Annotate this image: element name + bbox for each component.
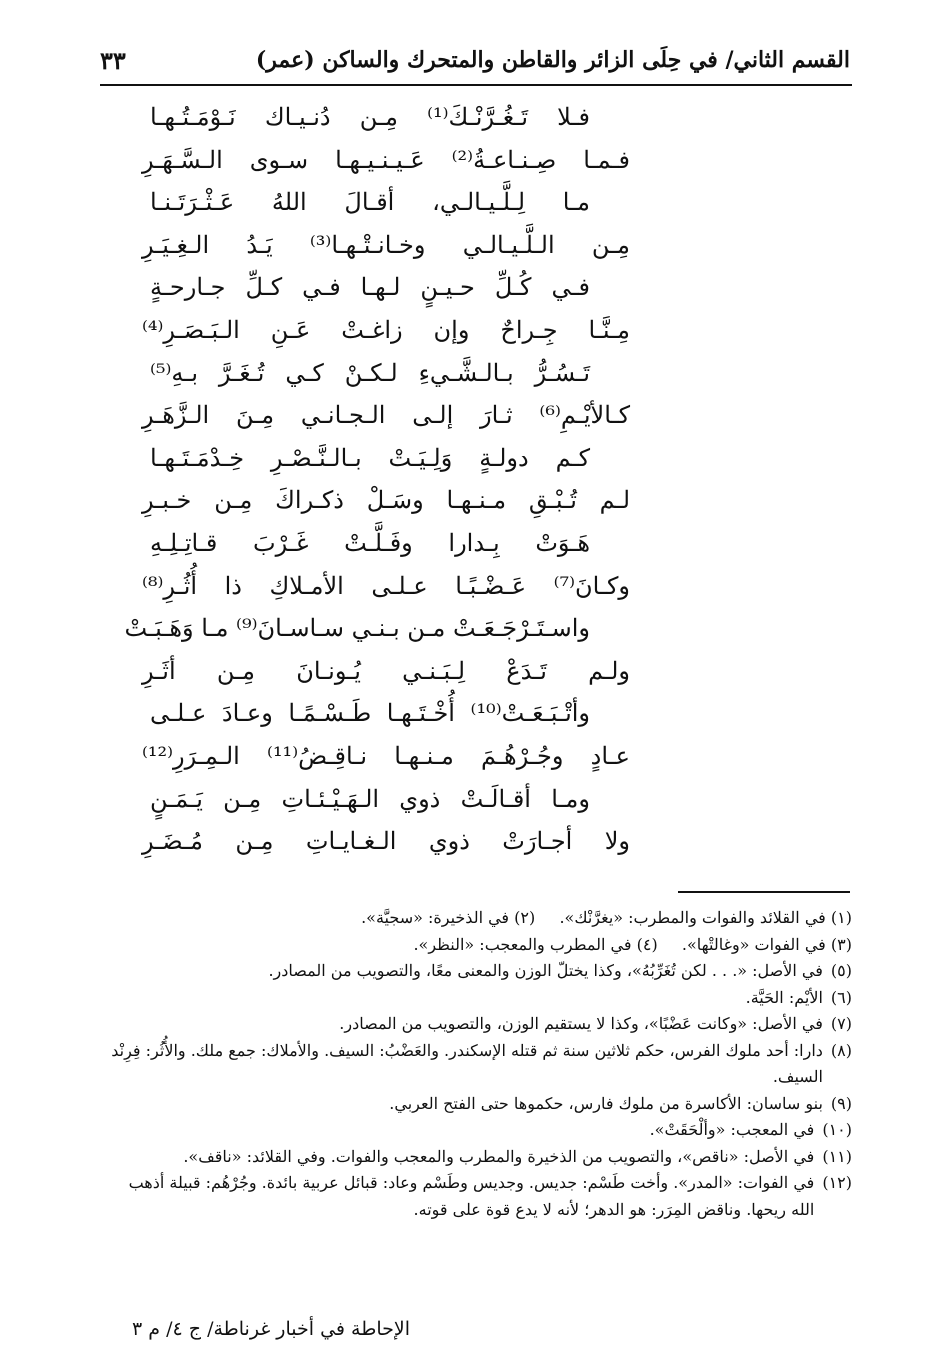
footnote-number: (٨) [830,1040,852,1060]
footnote [110,1144,852,1171]
footnote-number: (١٠) [822,1120,852,1139]
footnotes [110,905,852,1223]
footnote-number: (١١) [822,1146,852,1166]
footnote-text: في الفوات: «المدر». وأخت طَسْم: جديس. وجديس وطَسْم وعاد: قبائل عربية بائدة. وجُرْهُم: قبيلة أذهب الله ريحها. وناقض المِرَر: هو الدهر؛ لأنه لا يدع قوة على قوته. [128,1173,815,1219]
header-rule [100,84,852,86]
verse-line: مِـنَّـا جِـراحٌ وإن زاغـتْ عَـنِ الـبَـصَـرِ⁽⁴⁾ [142,315,630,344]
verse-line: فـي كُـلِّ حـيـنٍ لـهـا فـي كـلِّ جـارحـةٍ [150,273,590,302]
verse-line: ولـم تَـدَعْ لِـبَـنـي يُـونـانَ مِـن أثَـرِ [142,656,630,685]
footnote [110,985,852,1012]
footnote [110,905,852,932]
verse-line: لـم تُـبْـقِ مـنـهـا وسَـلْ ذكـراكَ مِـن خـبـرِ [142,486,630,515]
running-header [100,40,850,80]
verse-line: واسـتَـرْجَـعَـتْ مـن بـنـي سـاسـانَ⁽⁹⁾ مـا وَهَـبَـتْ [124,614,590,643]
verse-line: تَـسُـرُّ بـالـشَّـيءِ لـكـنْ كـي تُـغَـرَّ بـهِ⁽⁵⁾ [150,358,590,387]
verse-line: فـمـا صِـنـاعـةُ⁽²⁾ عَـيـنـيـهـا سـوى الـسَّـهَـرِ [142,145,630,174]
verse-line: وكـانَ⁽⁷⁾ عَـضْـبًـا عـلـى الأمـلاكِ ذا أُثُـرِ⁽⁸⁾ [142,571,630,600]
footnote-pair [361,905,852,932]
verse-line: هَـوَتْ بِـدارا وفَـلَّـتْ غَـرْبَ قـاتِـلِـهِ [150,528,590,557]
footnote [110,932,852,959]
verse-line: ومـا أقـالَـتْ ذوي الـهَـيْـئـاتِ مِـن يَـمَـنٍ [150,784,590,813]
verse-line: مـا لِـلَّـيـالـي، أقـالَ اللهُ عَـثْـرَتَـنـا [150,188,590,217]
footnote [110,1038,852,1091]
footnote-number: (٩) [830,1093,852,1113]
page-number: ٣٣ [100,45,126,75]
footnote-text: الأيْم: الحَيَّة. [745,987,823,1007]
verse-line: فـلا تَـغُـرَّنْـكَ⁽¹⁾ مِـن دُنـيـاك نَـوْمَـتُـهـا [150,103,590,131]
verse-line: وأتْـبَـعَـتْ⁽¹⁰⁾ أُخْـتَـهـا طَـسْـمًـا وعـادَ عـلـى [150,699,590,728]
footnote [110,958,852,985]
poem [124,96,630,863]
footnote [110,1170,852,1223]
running-footer: الإحاطة في أخبار غرناطة/ ج ٤/ م ٣ [132,1318,410,1340]
footnote-number: (٤) [636,934,658,954]
footnote-text: في الأصل: «وكانت عَضْبًا»، وكذا لا يستقيم الوزن، والتصويب من المصادر. [339,1014,823,1033]
footnote-number: (٥) [830,961,852,980]
footnote-text: في الفوات «وغالتْها». [681,934,826,954]
footnote-number: (٧) [830,1014,852,1033]
footnote-pair [413,932,852,959]
footnote-number: (١٢) [822,1173,852,1192]
verse-line: عـادٍ وجُـرْهُـمَ مـنـهـا نـاقِـضُ⁽¹¹⁾ الـمِـرَرِ⁽¹²⁾ [142,741,630,770]
footnote [110,1091,852,1118]
footnote [110,1011,852,1038]
verse-line: كـم دولـةٍ وَلِـيَـتْ بـالـنَّـصْـرِ خِـدْمَـتَـهـا [150,443,590,472]
footnote-number: (١) [830,908,852,927]
footnote-number: (٢) [514,908,536,927]
footnote-number: (٦) [830,987,852,1007]
verse-line: ولا أجـارَتْ ذوي الـغـايـاتِ مِـن مُـضَـرِ [142,827,630,856]
footnote-text: في الذخيرة: «سجيَّة». [361,908,510,927]
footnote-number: (٣) [830,934,852,954]
footnote-text: في الأصل: «. . . لكن تُغَرِّبُهُ»، وكذا يختلّ الوزن والمعنى معًا، والتصويب من المصادر. [268,961,823,980]
footnote-text: دارا: أحد ملوك الفرس، حكم ثلاثين سنة ثم قتله الإسكندر. والعَضْبُ: السيف. والأملاك: جمع ملك. والأُثُر: فِرِنْد السيف. [111,1040,823,1086]
footnote-text: في المعجب: «وألْحَقَتْ». [649,1120,815,1139]
footnote-text: بنو ساسان: الأكاسرة من ملوك فارس، حكموها حتى الفتح العربي. [389,1093,823,1113]
footnote-text: في الأصل: «ناقص»، والتصويب من الذخيرة والمطرب والمعجب والفوات. وفي القلائد: «ناقف». [183,1146,815,1166]
footnote-rule [678,891,850,893]
verse-line: كـالأيْـمِ⁽⁶⁾ ثـارَ إلـى الـجـانـي مِـنَ الـزَّهَـرِ [142,401,630,430]
verse-line: مِـن الـلَّـيـالـي وخـانـتْـهـا⁽³⁾ يَـدُ الـغِـيَـرِ [142,230,630,259]
footnote [110,1117,852,1144]
header-title: القسم الثاني/ في حِلَى الزائر والقاطن والمتحرك والساكن (عمر) [255,47,850,73]
footnote-text: في القلائد والفوات والمطرب: «يغرَّنْك». [559,908,826,927]
footnote-text: في المطرب والمعجب: «النظر». [413,934,632,954]
